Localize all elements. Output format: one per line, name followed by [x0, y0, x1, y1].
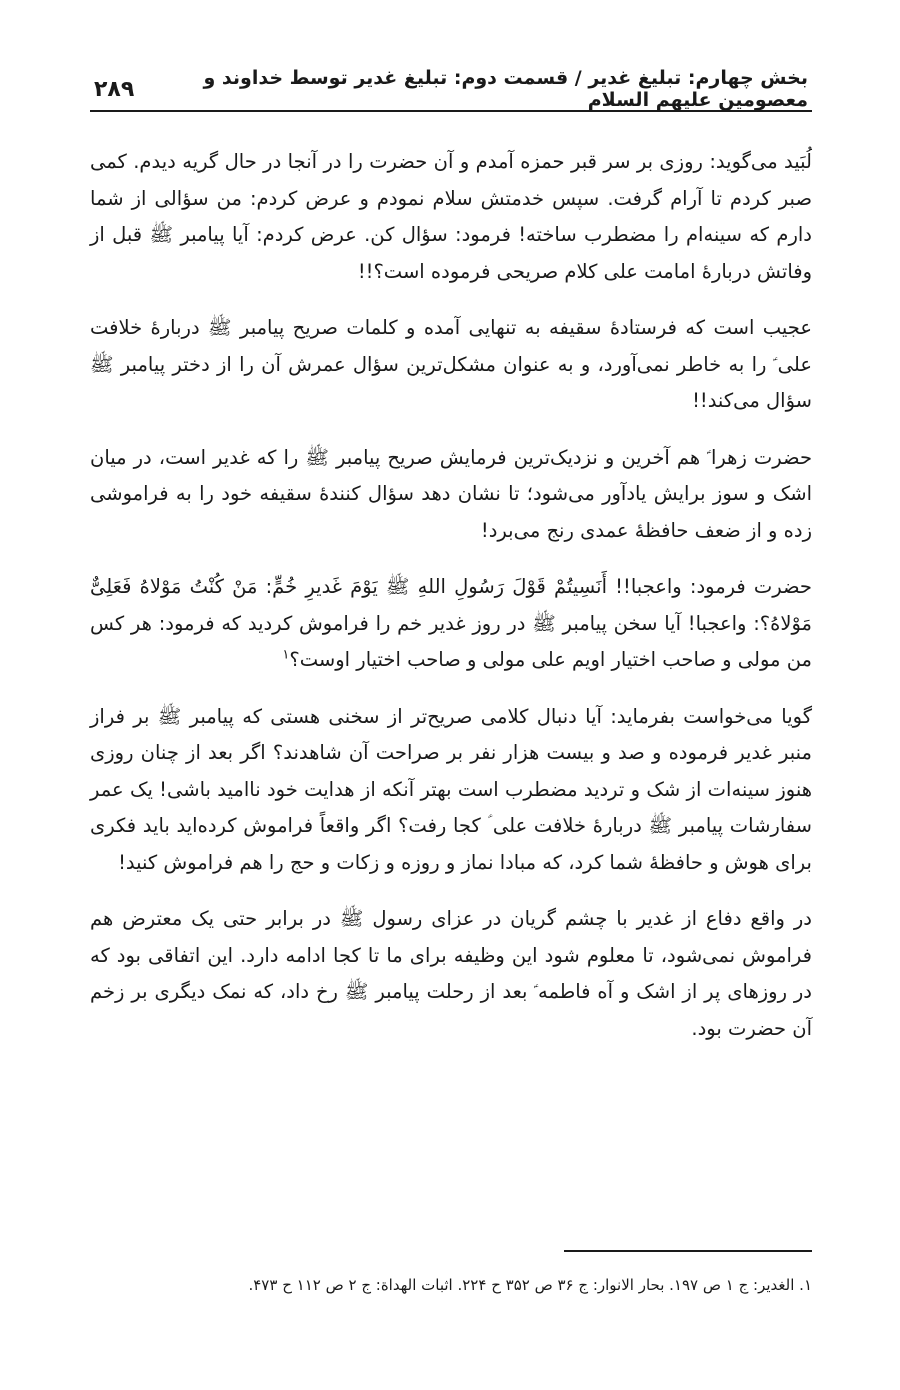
chapter-title: بخش چهارم: تبلیغ غدیر / قسمت دوم: تبلیغ غدیر توسط خداوند و معصومین علیهم السلام — [203, 67, 808, 111]
paragraph: حضرت زهرا ؑ هم آخرین و نزدیک‌ترین فرمایش صریح پیامبر ﷺ را که غدیر است، در میان اشک و سوز برایش یادآور می‌شود؛ تا نشان دهد سؤال کنندهٔ سقیفه خود را به فراموشی زده و از ضعف حافظهٔ عمدی رنج می‌برد! — [90, 445, 812, 542]
paragraph: لُبَید می‌گوید: روزی بر سر قبر حمزه آمدم و آن حضرت را در آنجا در حال گریه دیدم. کمی صبر کردم تا آرام گرفت. سپس خدمتش سلام نمودم و عرض کردم: من سؤالی از شما دارم که سینه‌ام را مضطرب ساخته! فرمود: سؤال کن. عرض کردم: آیا پیامبر ﷺ قبل از وفاتش دربارهٔ امامت علی کلام صریحی فرموده است؟!! — [90, 150, 812, 283]
paragraph: در واقع دفاع از غدیر با چشم گریان در عزای رسول ﷺ در برابر حتی یک معترض هم فراموش نمی‌شود، تا معلوم شود این وظیفه برای ما تا کجا ادامه دارد. این اتفاقی بود که در روزهای پر از اشک و آه فاطمه ؑ بعد از رحلت پیامبر ﷺ رخ داد، که نمک دیگری بر زخم آن حضرت بود. — [90, 907, 812, 1040]
footnote-divider — [564, 1250, 812, 1252]
paragraph-text: حضرت فرمود: واعجبا!! أَنَسِیتُمْ قَوْلَ رَسُولِ اللهِ ﷺ یَوْمَ غَدیرِ خُمٍّ: مَنْ کُنْتُ مَوْلاهُ فَعَلِیٌّ مَوْلاهُ؟: واعجبا! آیا سخن پیامبر ﷺ در روز غدیر خم را فراموش کردید که فرمود: هر کس من مولی و صاحب اختیار اویم علی مولی و صاحب اختیار اوست؟ — [90, 575, 812, 671]
footnote-marker[interactable]: ۱ — [282, 647, 290, 663]
footnote: ۱. الغدیر: ج ۱ ص ۱۹۷. بحار الانوار: ج ۳۶ ص ۳۵۲ ح ۲۲۴. اثبات الهداة: ج ۲ ص ۱۱۲ ح ۴۷۳. — [248, 1276, 812, 1294]
page-body — [90, 144, 812, 1067]
paragraph: عجیب است که فرستادهٔ سقیفه به تنهایی آمده و کلمات صریح پیامبر ﷺ دربارهٔ خلافت علی ؑ را به خاطر نمی‌آورد، و به عنوان مشکل‌ترین سؤال عمرش آن را از دختر پیامبر ﷺ سؤال می‌کند!! — [90, 316, 812, 412]
paragraph-with-footnote — [90, 569, 812, 679]
book-page — [90, 62, 812, 1362]
running-header — [90, 67, 812, 112]
paragraph: گویا می‌خواست بفرماید: آیا دنبال کلامی صریح‌تر از سخنی هستی که پیامبر ﷺ بر فراز منبر غدیر فرموده و صد و بیست هزار نفر بر صراحت آن شاهدند؟ اگر بعد از چنان روزی هنوز سینه‌ات از شک و تردید مضطرب است بهتر آنکه از هدایت خود ناامید باشی! یک عمر سفارشات پیامبر ﷺ دربارهٔ خلافت علی ؑ کجا رفت؟ اگر واقعاً فراموش کرده‌اید باید فکری برای هوش و حافظهٔ شما کرد، که مبادا نماز و روزه و زکات و حج را هم فراموش کنید! — [90, 704, 812, 874]
page-number: ۲۸۹ — [94, 76, 135, 102]
